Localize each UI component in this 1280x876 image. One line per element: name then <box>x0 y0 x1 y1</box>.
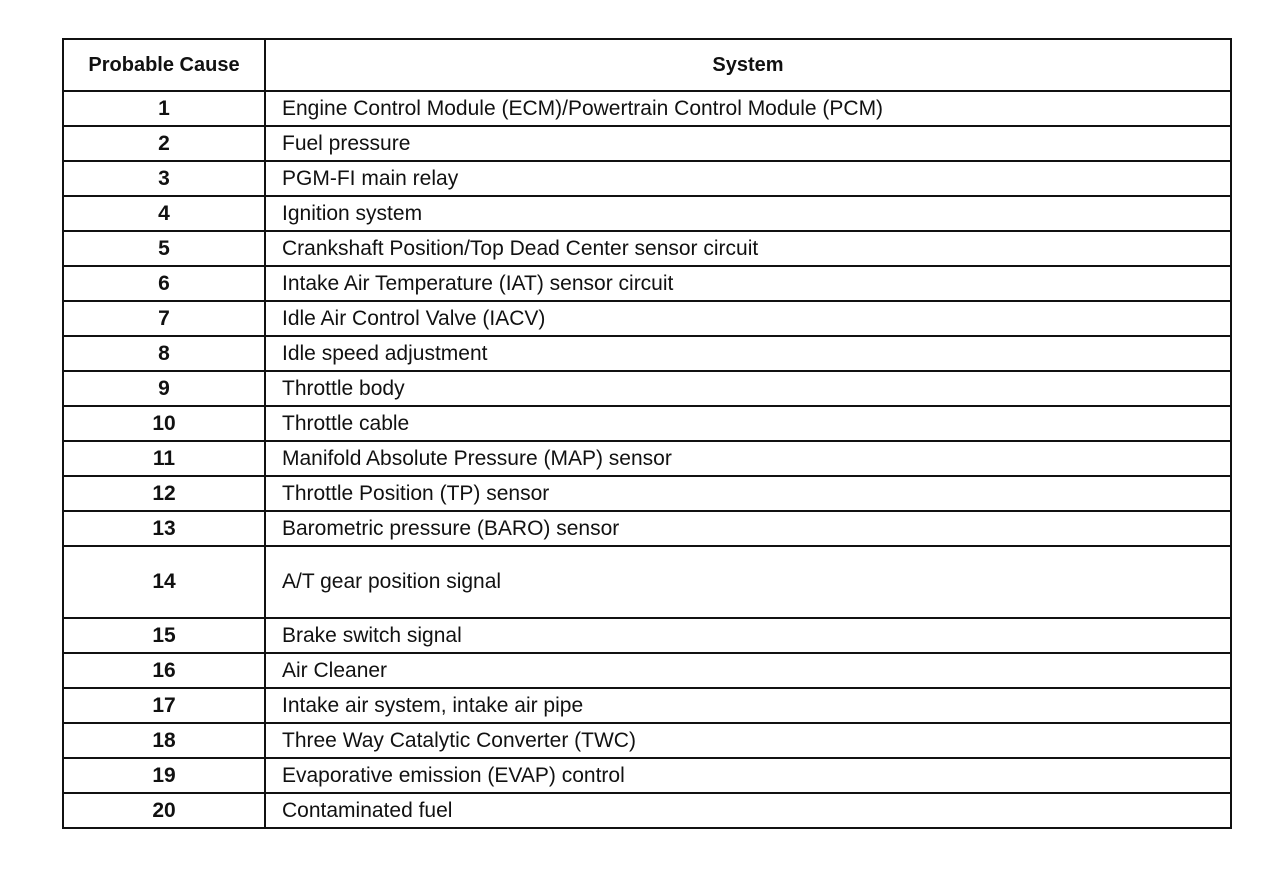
system-name: Idle speed adjustment <box>265 336 1231 371</box>
system-name: Throttle body <box>265 371 1231 406</box>
table-row <box>63 161 1231 196</box>
cause-number: 6 <box>63 266 265 301</box>
cause-number: 20 <box>63 793 265 828</box>
table-row <box>63 723 1231 758</box>
cause-number: 18 <box>63 723 265 758</box>
header-system: System <box>265 39 1231 91</box>
table-row <box>63 371 1231 406</box>
table-row <box>63 688 1231 723</box>
table-row <box>63 476 1231 511</box>
system-name: Idle Air Control Valve (IACV) <box>265 301 1231 336</box>
cause-number: 5 <box>63 231 265 266</box>
table-row <box>63 406 1231 441</box>
system-name: Throttle Position (TP) sensor <box>265 476 1231 511</box>
cause-number: 3 <box>63 161 265 196</box>
header-row <box>63 39 1231 91</box>
table-row <box>63 511 1231 546</box>
table-row <box>63 126 1231 161</box>
table-row <box>63 301 1231 336</box>
cause-number: 11 <box>63 441 265 476</box>
system-name: PGM-FI main relay <box>265 161 1231 196</box>
cause-number: 4 <box>63 196 265 231</box>
system-name: A/T gear position signal <box>265 546 1231 618</box>
header-probable-cause: Probable Cause <box>63 39 265 91</box>
table-row <box>63 546 1231 618</box>
system-name: Air Cleaner <box>265 653 1231 688</box>
system-name: Intake air system, intake air pipe <box>265 688 1231 723</box>
cause-number: 1 <box>63 91 265 126</box>
cause-number: 2 <box>63 126 265 161</box>
table-row <box>63 793 1231 828</box>
table-row <box>63 758 1231 793</box>
cause-number: 8 <box>63 336 265 371</box>
probable-cause-table <box>62 38 1232 829</box>
system-name: Contaminated fuel <box>265 793 1231 828</box>
cause-number: 13 <box>63 511 265 546</box>
cause-number: 12 <box>63 476 265 511</box>
system-name: Intake Air Temperature (IAT) sensor circuit <box>265 266 1231 301</box>
cause-number: 9 <box>63 371 265 406</box>
system-name: Throttle cable <box>265 406 1231 441</box>
cause-number: 7 <box>63 301 265 336</box>
system-name: Crankshaft Position/Top Dead Center sensor circuit <box>265 231 1231 266</box>
table-row <box>63 618 1231 653</box>
system-name: Engine Control Module (ECM)/Powertrain Control Module (PCM) <box>265 91 1231 126</box>
cause-number: 14 <box>63 546 265 618</box>
probable-cause-table-container <box>62 38 1230 829</box>
cause-number: 15 <box>63 618 265 653</box>
cause-number: 19 <box>63 758 265 793</box>
system-name: Manifold Absolute Pressure (MAP) sensor <box>265 441 1231 476</box>
cause-number: 17 <box>63 688 265 723</box>
system-name: Three Way Catalytic Converter (TWC) <box>265 723 1231 758</box>
system-name: Fuel pressure <box>265 126 1231 161</box>
table-row <box>63 441 1231 476</box>
table-row <box>63 196 1231 231</box>
table-row <box>63 231 1231 266</box>
system-name: Barometric pressure (BARO) sensor <box>265 511 1231 546</box>
cause-number: 16 <box>63 653 265 688</box>
table-row <box>63 91 1231 126</box>
table-row <box>63 653 1231 688</box>
system-name: Evaporative emission (EVAP) control <box>265 758 1231 793</box>
table-row <box>63 336 1231 371</box>
system-name: Ignition system <box>265 196 1231 231</box>
system-name: Brake switch signal <box>265 618 1231 653</box>
table-row <box>63 266 1231 301</box>
cause-number: 10 <box>63 406 265 441</box>
